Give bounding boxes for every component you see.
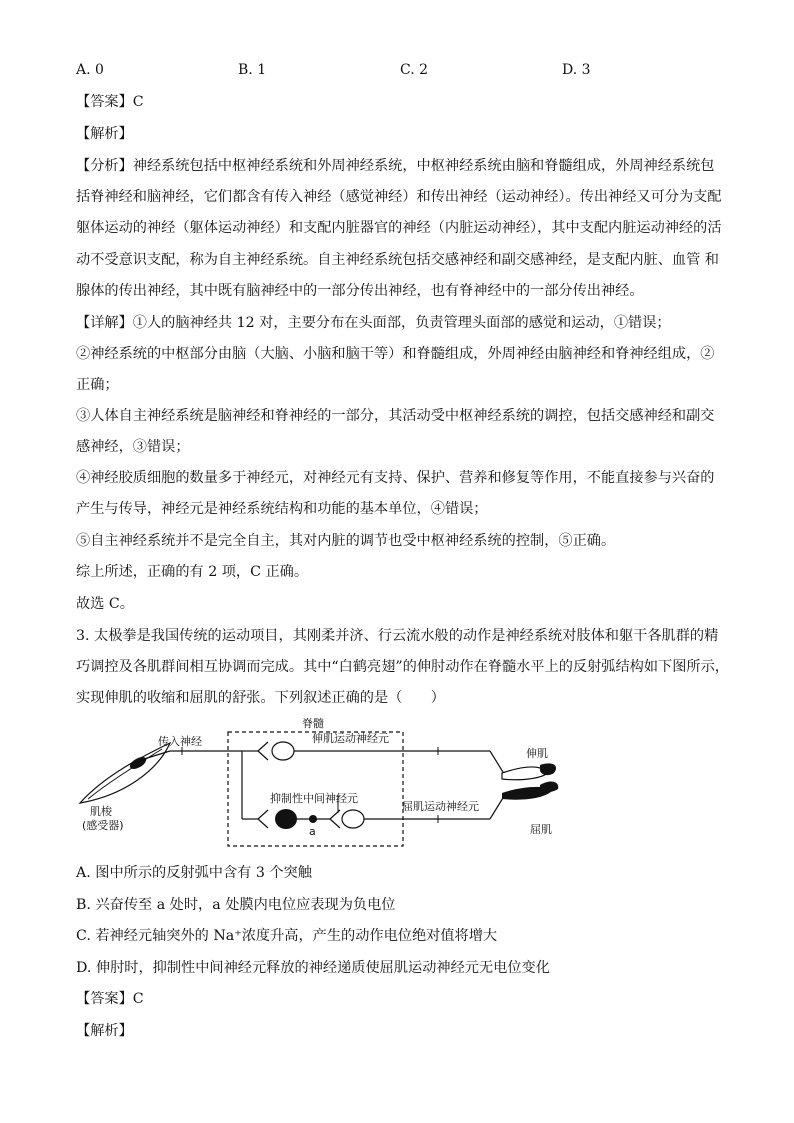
q3-stem-line: 3. 太极拳是我国传统的运动项目，其刚柔并济、行云流水般的动作是神经系统对肢体和躯干各肌群的精 [76, 628, 719, 644]
q2-detail-line: 【详解】①人的脑神经共 12 对，主要分布在头面部，负责管理头面部的感觉和运动，①错误； [76, 315, 671, 331]
q2-detail-line: 产生与传导，神经元是神经系统结构和功能的基本单位，④错误； [76, 501, 488, 517]
q2-analysis-line: 【分析】神经系统包括中枢神经系统和外周神经系统，中枢神经系统由脑和脊髓组成，外周神经系统包 [76, 158, 715, 174]
prev-option-a: A. 0 [76, 62, 104, 78]
q2-detail-line: ②神经系统的中枢部分由脑（大脑、小脑和脑干等）和脊髓组成，外周神经由脑神经和脊神经组成，② [76, 346, 715, 362]
q2-analysis-line: 腺体的传出神经，其中既有脑神经中的一部分传出神经，也有脊神经中的一部分传出神经。 [76, 283, 644, 299]
q2-answer: 【答案】C [76, 94, 144, 110]
q2-analysis-line: 动不受意识支配，称为自主神经系统。自主神经系统包括交感神经和副交感神经，是支配内脏、血管 和 [76, 252, 719, 268]
spindle-label: 肌梭 [90, 805, 112, 818]
q3-option-d: D. 伸肘时，抑制性中间神经元释放的神经递质使屈肌运动神经元无电位变化 [76, 960, 550, 976]
extensor-tendon [540, 763, 556, 775]
q3-option-c: C. 若神经元轴突外的 Na⁺浓度升高，产生的动作电位绝对值将增大 [76, 928, 498, 944]
flexor-motor-neuron-body [342, 810, 364, 828]
synapse-extensor [258, 742, 268, 760]
q2-jiexi: 【解析】 [76, 126, 133, 142]
extensor-motor-neuron-body [272, 742, 294, 760]
inhibitory-neuron-body [275, 809, 297, 829]
q2-detail-line: 感神经，③错误； [76, 439, 190, 455]
point-a-label: a [309, 825, 316, 838]
q2-analysis-line: 躯体运动的神经（躯体运动神经）和支配内脏器官的神经（内脏运动神经），其中支配内脏运动神经的活 [76, 220, 722, 236]
q2-detail-line: ③人体自主神经系统是脑神经和脊神经的一部分，其活动受中枢神经系统的调控，包括交感神经和副交 [76, 408, 715, 424]
reflex-arc-diagram [70, 715, 570, 850]
q3-stem-line: 巧调控及各肌群间相互协调而完成。其中“白鹤亮翅”的伸肘动作在脊髓水平上的反射弧结构如下图所示， [76, 659, 729, 675]
q2-detail-line: 故选 C。 [76, 596, 134, 612]
receptor-label: (感受器) [82, 819, 124, 832]
afferent-label: 传入神经 [158, 735, 202, 748]
q2-analysis-line: 括脊神经和脑神经，它们都含有传入神经（感觉神经）和传出神经（运动神经）。传出神经又可分为支配 [76, 189, 722, 205]
inhibitory-label: 抑制性中间神经元 [270, 792, 358, 805]
flexor-tendon [540, 782, 558, 792]
point-a-marker [309, 815, 317, 823]
q3-jiexi: 【解析】 [76, 1023, 133, 1039]
extensor-motor-label: 伸肌运动神经元 [312, 732, 389, 745]
q3-answer: 【答案】C [76, 991, 144, 1007]
q2-detail-line: ⑤自主神经系统并不是完全自主，其对内脏的调节也受中枢神经系统的控制，⑤正确。 [76, 533, 616, 549]
q2-detail-line: ④神经胶质细胞的数量多于神经元，对神经元有支持、保护、营养和修复等作用，不能直接参与兴奋的 [76, 470, 715, 486]
synapse-inhibitory [258, 810, 268, 828]
q3-option-b: B. 兴奋传至 a 处时，a 处膜内电位应表现为负电位 [76, 897, 396, 913]
extensor-label: 伸肌 [526, 747, 548, 760]
q3-option-a: A. 图中所示的反射弧中含有 3 个突触 [76, 865, 312, 881]
prev-option-c: C. 2 [400, 62, 429, 78]
q2-detail-line: 正确； [76, 377, 119, 393]
flexor-label: 屈肌 [530, 823, 552, 836]
prev-option-b: B. 1 [238, 62, 267, 78]
spinal-cord-label: 脊髓 [302, 717, 324, 730]
flexor-motor-label: 屈肌运动神经元 [402, 800, 479, 813]
prev-option-d: D. 3 [562, 62, 591, 78]
q2-detail-line: 综上所述，正确的有 2 项，C 正确。 [76, 564, 309, 580]
q3-stem-line: 实现伸肌的收缩和屈肌的舒张。下列叙述正确的是（ ） [76, 690, 445, 706]
